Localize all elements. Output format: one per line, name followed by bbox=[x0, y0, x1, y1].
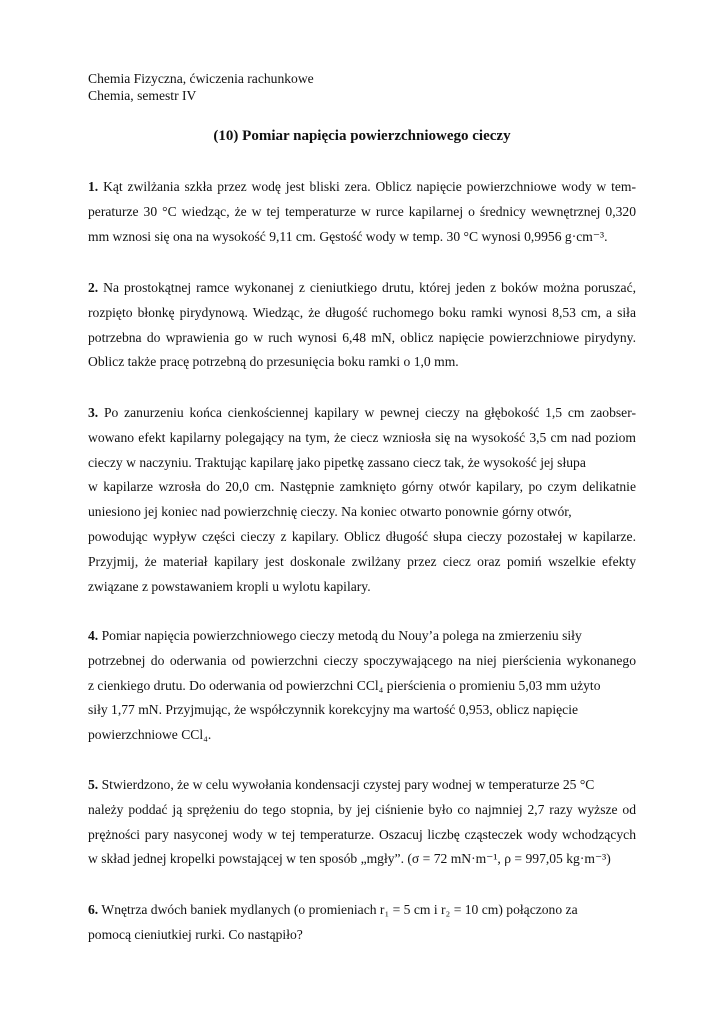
problem-3 bbox=[88, 401, 636, 599]
problem-line: uniesiono jej koniec nad powierzchnię cieczy. Na koniec otwarto ponownie górny otwór, bbox=[88, 504, 572, 520]
problem-line: związane z powstawaniem kropli u wylotu kapilary. bbox=[88, 578, 371, 594]
problem-line: potrzebna do wprawienia go w ruch wynosi 6,48 mN, oblicz napięcie powierzchniowe pirydyny. bbox=[88, 329, 636, 345]
problem-line: 6. Wnętrza dwóch baniek mydlanych (o promieniach r₁ = 5 cm i r₂ = 10 cm) połączono za bbox=[88, 902, 578, 917]
problem-line: 3. Po zanurzeniu końca cienkościennej kapilary w pewnej cieczy na głębokość 1,5 cm zaobser- bbox=[88, 405, 636, 420]
problem-number: 2. bbox=[88, 280, 99, 295]
problem-1 bbox=[88, 175, 636, 249]
problem-line: 1. Kąt zwilżania szkła przez wodę jest bliski zera. Oblicz napięcie powierzchniowe wody w tem- bbox=[88, 179, 636, 194]
problem-line: Przyjmij, że materiał kapilary jest doskonale zwilżany przez ciecz oraz pomiń wszelkie efekty bbox=[88, 553, 636, 569]
problem-line: w kapilarze wzrosła do 20,0 cm. Następnie zamknięto górny otwór kapilary, po czym delikatnie bbox=[88, 479, 636, 495]
problem-number: 4. bbox=[88, 628, 99, 643]
course-name: Chemia Fizyczna, ćwiczenia rachunkowe bbox=[88, 71, 314, 86]
course-header bbox=[88, 70, 314, 104]
problem-4 bbox=[88, 624, 636, 748]
problem-line: potrzebnej do oderwania od powierzchni cieczy spoczywającego na niej pierścienia wykonanego bbox=[88, 652, 636, 668]
problem-number: 3. bbox=[88, 405, 99, 420]
problem-line: cieczy w naczyniu. Traktując kapilarę jako pipetkę zassano ciecz tak, że wysokość jej słupa bbox=[88, 454, 586, 470]
problem-line: Oblicz także pracę potrzebną do przesunięcia boku ramki o 1,0 mm. bbox=[88, 354, 459, 370]
problem-number: 6. bbox=[88, 902, 99, 917]
problem-line: mm wznosi się ona na wysokość 9,11 cm. Gęstość wody w temp. 30 °C wynosi 0,9956 g·cm⁻³. bbox=[88, 228, 608, 244]
problem-5 bbox=[88, 773, 636, 872]
problem-line: rozpięto błonkę pirydynową. Wiedząc, że długość ruchomego boku ramki wynosi 8,53 cm, a siła bbox=[88, 304, 636, 320]
problem-line: w skład jednej kropelki powstającej w ten sposób „mgły”. (σ = 72 mN·m⁻¹, ρ = 997,05 kg·m⁻³) bbox=[88, 851, 611, 867]
problem-line: powierzchniowe CCl₄. bbox=[88, 727, 212, 743]
problem-line: siły 1,77 mN. Przyjmując, że współczynnik korekcyjny ma wartość 0,953, oblicz napięcie bbox=[88, 702, 578, 718]
problem-line: 2. Na prostokątnej ramce wykonanej z cieniutkiego drutu, której jeden z boków można poruszać, bbox=[88, 280, 636, 295]
problem-6 bbox=[88, 898, 636, 948]
problem-line: 5. Stwierdzono, że w celu wywołania kondensacji czystej pary wodnej w temperaturze 25 °C bbox=[88, 777, 595, 792]
problem-line: należy poddać ją sprężeniu do tego stopnia, by jej ciśnienie było co najmniej 2,7 razy wyższe od bbox=[88, 801, 636, 817]
problem-line: peraturze 30 °C wiedząc, że w tej temperaturze w rurce kapilarnej o średnicy wewnętrznej 0,320 bbox=[88, 203, 636, 219]
page-title: (10) Pomiar napięcia powierzchniowego cieczy bbox=[213, 128, 511, 144]
course-semester: Chemia, semestr IV bbox=[88, 88, 197, 103]
problem-line: prężności pary nasyconej wody w tej temperaturze. Oszacuj liczbę cząsteczek wody wchodzących bbox=[88, 826, 636, 842]
problem-line: powodując wypływ części cieczy z kapilary. Oblicz długość słupa cieczy pozostałej w kapilarze. bbox=[88, 528, 636, 544]
problem-line: wowano efekt kapilarny polegający na tym, że ciecz wzniosła się na wysokość 3,5 cm nad poziom bbox=[88, 429, 636, 445]
problem-number: 1. bbox=[88, 179, 99, 194]
problem-number: 5. bbox=[88, 777, 99, 792]
problem-2 bbox=[88, 276, 636, 375]
problem-line: z cienkiego drutu. Do oderwania od powierzchni CCl₄ pierścienia o promieniu 5,03 mm użyto bbox=[88, 677, 601, 693]
problem-line: 4. Pomiar napięcia powierzchniowego cieczy metodą du Nouy’a polega na zmierzeniu siły bbox=[88, 628, 582, 643]
problem-line: pomocą cieniutkiej rurki. Co nastąpiło? bbox=[88, 926, 303, 942]
